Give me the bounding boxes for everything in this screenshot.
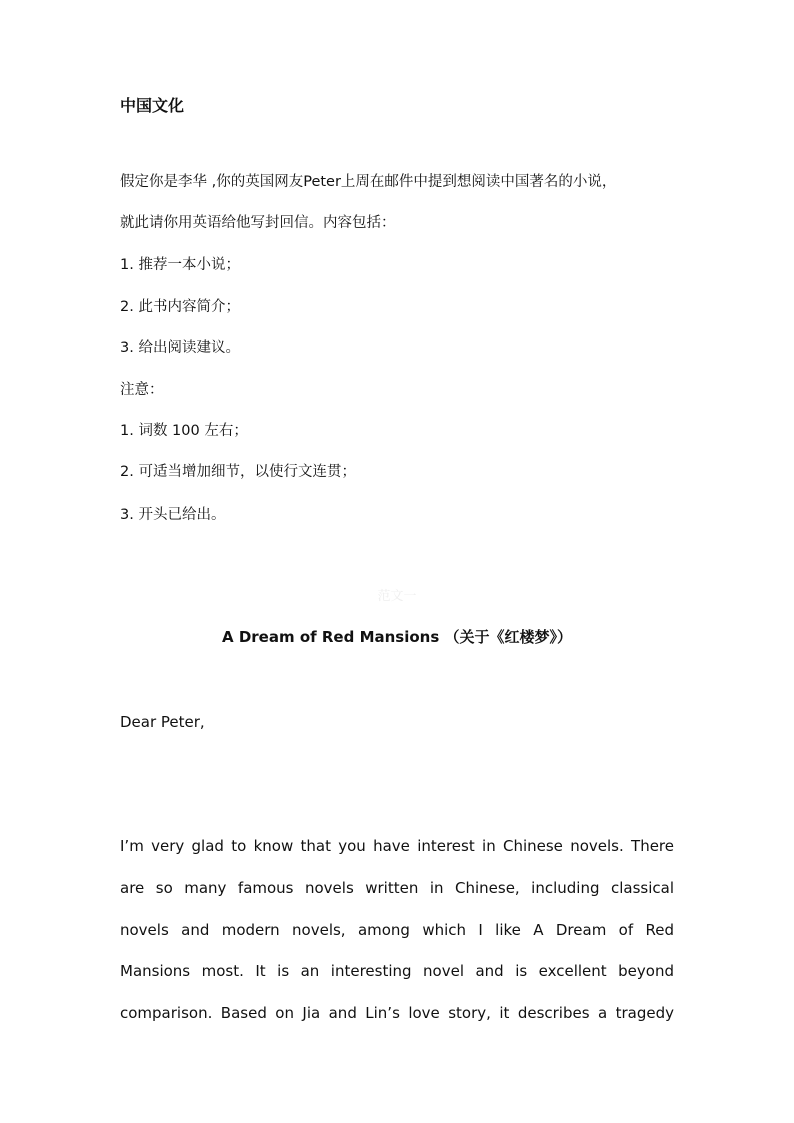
- body-line-3: novels and modern novels, among which I like A Dream of Red: [120, 921, 674, 939]
- prompt-line-1: 假定你是李华 ,你的英国网友Peter上周在邮件中提到想阅读中国著名的小说，: [120, 174, 617, 190]
- note-item-3: 3. 开头已给出。: [120, 507, 226, 523]
- body-line-2: are so many famous novels written in Chinese, including classical: [120, 879, 674, 897]
- document-title: 中国文化: [120, 96, 185, 115]
- watermark-text: 范文一: [377, 589, 417, 604]
- requirement-item-3: 3. 给出阅读建议。: [120, 340, 240, 356]
- body-line-4: Mansions most. It is an interesting novel and is excellent beyond: [120, 962, 674, 980]
- note-heading: 注意：: [120, 382, 164, 398]
- requirement-item-1: 1. 推荐一本小说；: [120, 257, 240, 273]
- requirement-item-2: 2. 此书内容简介；: [120, 299, 240, 315]
- essay-title: A Dream of Red Mansions （关于《红楼梦》）: [222, 628, 572, 646]
- note-item-2: 2. 可适当增加细节，以使行文连贯；: [120, 464, 356, 480]
- salutation: Dear Peter,: [120, 713, 205, 731]
- body-line-1: I’m very glad to know that you have interest in Chinese novels. There: [120, 837, 674, 855]
- note-item-1: 1. 词数 100 左右；: [120, 423, 248, 439]
- prompt-line-2: 就此请你用英语给他写封回信。内容包括：: [120, 215, 396, 231]
- body-line-5: comparison. Based on Jia and Lin’s love story, it describes a tragedy: [120, 1004, 674, 1022]
